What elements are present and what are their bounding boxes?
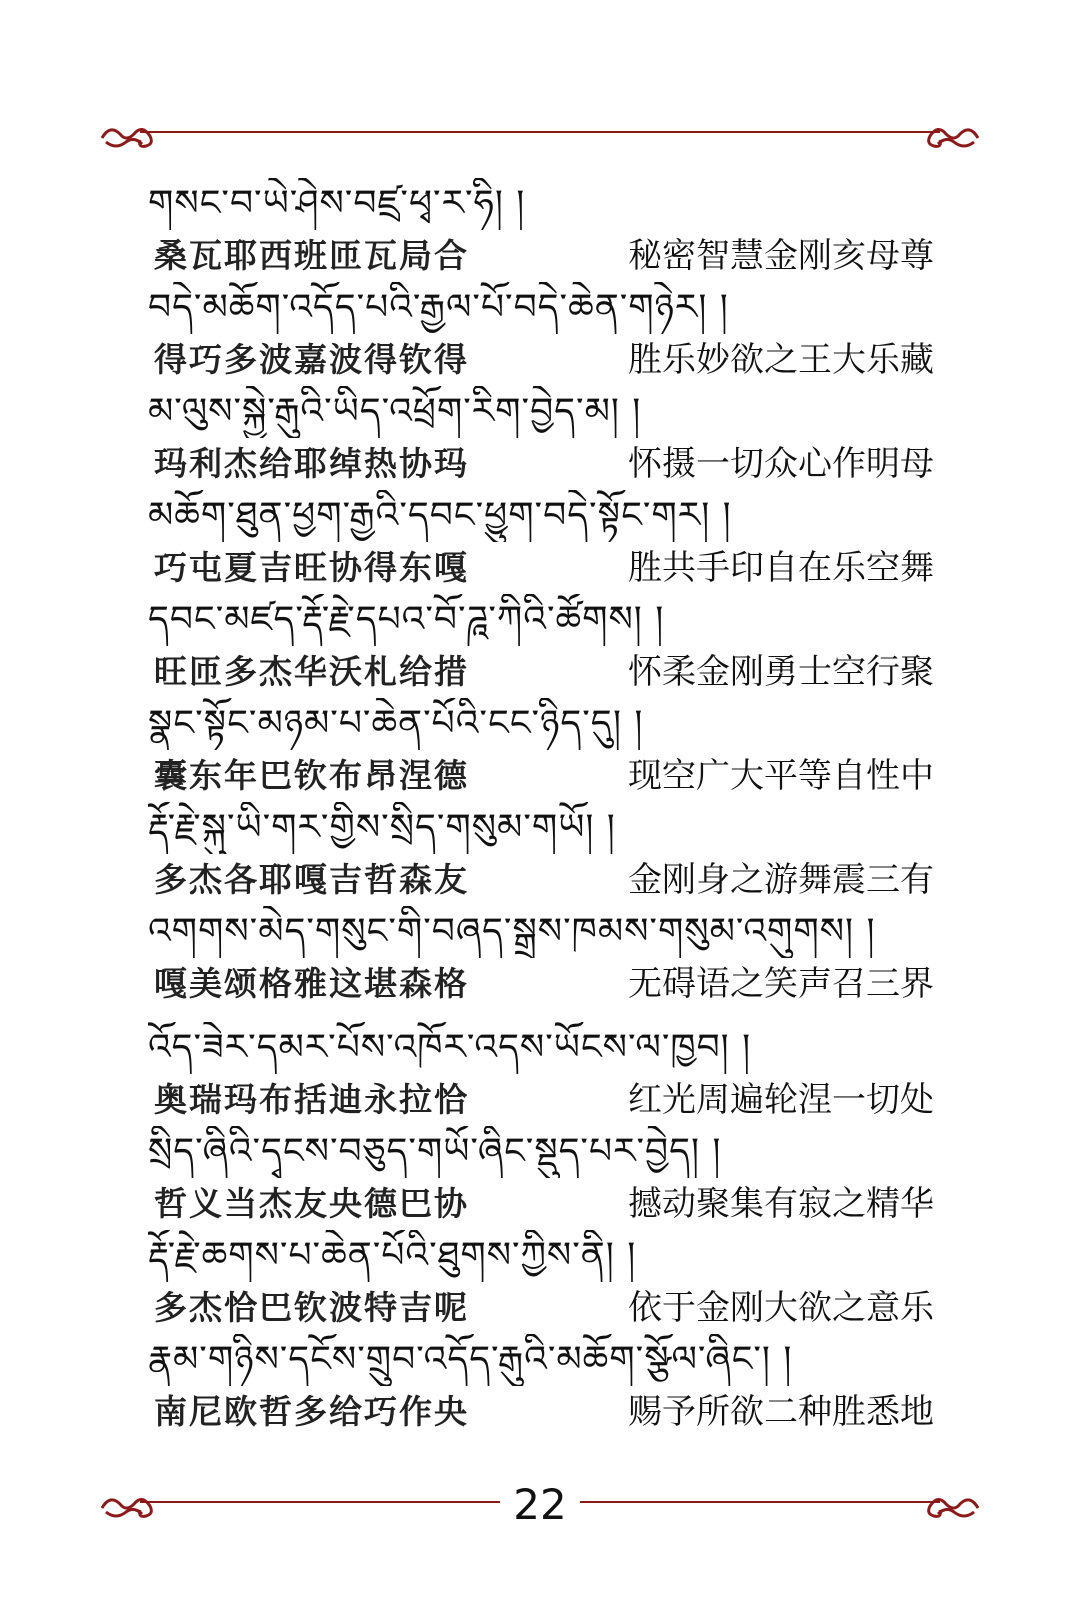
- verse-stanza: [148, 1022, 938, 1126]
- verse-stanza: [148, 594, 938, 698]
- verse-row: [148, 334, 938, 386]
- verse-stanza: [148, 1126, 938, 1230]
- translation-line: 金刚身之游舞震三有: [628, 860, 934, 900]
- verse-stanza: [148, 386, 938, 490]
- transliteration-line: 南尼欧哲多给巧作央: [154, 1392, 469, 1431]
- tibetan-line: སྣང་སྟོང་མཉམ་པ་ཆེན་པོའི་ངང་ཉིད་དུ། །: [148, 703, 644, 744]
- verse-row: [148, 1178, 938, 1230]
- verse-stanza: [148, 698, 938, 802]
- translation-line: 胜乐妙欲之王大乐藏: [628, 340, 934, 380]
- tibetan-line: འོད་ཟེར་དམར་པོས་འཁོར་འདས་ཡོངས་ལ་ཁྱབ། །: [148, 1027, 752, 1068]
- tibetan-line: སྲིད་ཞིའི་དྭངས་བཅུད་གཡོ་ཞིང་སྡུད་པར་བྱེད། །: [148, 1131, 722, 1172]
- verse-stanza: [148, 490, 938, 594]
- transliteration-line: 得巧多波嘉波得钦得: [154, 340, 469, 379]
- verse-row: [148, 230, 938, 282]
- transliteration-line: 囊东年巴钦布昂涅德: [154, 756, 469, 795]
- tibetan-line: རྣམ་གཉིས་དངོས་གྲུབ་འདོད་རྒུའི་མཆོག་སྩོལ་ཞིང་། །: [148, 1339, 793, 1380]
- verse-row: [148, 1282, 938, 1334]
- transliteration-line: 桑瓦耶西班匝瓦局合: [154, 236, 469, 275]
- tibetan-line: གསང་བ་ཡེ་ཤེས་བཛྲ་ཕྭ་ར་ཧི། །: [148, 183, 526, 224]
- verse-row: [148, 854, 938, 906]
- translation-line: 胜共手印自在乐空舞: [628, 548, 934, 588]
- verse-stanza: [148, 802, 938, 906]
- transliteration-line: 哲义当杰友央德巴协: [154, 1184, 469, 1223]
- transliteration-line: 多杰各耶嘎吉哲森友: [154, 860, 469, 899]
- verse-stanza: [148, 178, 938, 282]
- translation-line: 依于金刚大欲之意乐: [628, 1288, 934, 1328]
- translation-line: 现空广大平等自性中: [628, 756, 934, 796]
- verse-row: [148, 646, 938, 698]
- verse-stanza: [148, 1334, 938, 1438]
- transliteration-line: 奥瑞玛布括迪永拉恰: [154, 1080, 469, 1119]
- verse-row: [148, 958, 938, 1010]
- translation-line: 秘密智慧金刚亥母尊: [628, 236, 934, 276]
- translation-line: 红光周遍轮涅一切处: [628, 1080, 934, 1120]
- tibetan-line: བདེ་མཆོག་འདོད་པའི་རྒྱལ་པོ་བདེ་ཆེན་གཉེར། །: [148, 287, 729, 328]
- verse-stanza: [148, 906, 938, 1010]
- transliteration-line: 多杰恰巴钦波特吉呢: [154, 1288, 469, 1327]
- verse-row: [148, 1386, 938, 1438]
- tibetan-line: མཆོག་ཐུན་ཕྱག་རྒྱའི་དབང་ཕྱུག་བདེ་སྟོང་གར། །: [148, 495, 732, 536]
- verse-row: [148, 438, 938, 490]
- tibetan-line: རྡོ་རྗེ་ཆགས་པ་ཆེན་པོའི་ཐུགས་ཀྱིས་ནི། །: [148, 1235, 637, 1276]
- transliteration-line: 旺匝多杰华沃札给措: [154, 652, 469, 691]
- translation-line: 赐予所欲二种胜悉地: [628, 1392, 934, 1432]
- ornamental-rule-graphic: [100, 118, 980, 158]
- verse-row: [148, 750, 938, 802]
- verse-stanza: [148, 282, 938, 386]
- transliteration-line: 玛利杰给耶绰热协玛: [154, 444, 469, 483]
- verse-stanza: [148, 1230, 938, 1334]
- translation-line: 撼动聚集有寂之精华: [628, 1184, 934, 1224]
- translation-line: 无碍语之笑声召三界: [628, 964, 934, 1004]
- transliteration-line: 巧屯夏吉旺协得东嘎: [154, 548, 469, 587]
- verse-list: [148, 178, 938, 1438]
- top-ornamental-rule: [100, 118, 980, 158]
- tibetan-line: དབང་མཛད་རྡོ་རྗེ་དཔའ་བོ་ཌཱ་ཀིའི་ཚོགས། །: [148, 599, 665, 640]
- translation-line: 怀柔金刚勇士空行聚: [628, 652, 934, 692]
- tibetan-line: མ་ལུས་སྐྱེ་རྒུའི་ཡིད་འཕྲོག་རིག་བྱེད་མ། །: [148, 391, 642, 432]
- page-number: 22: [500, 1480, 580, 1530]
- verse-row: [148, 1074, 938, 1126]
- translation-line: 怀摄一切众心作明母: [628, 444, 934, 484]
- tibetan-line: འགགས་མེད་གསུང་གི་བཞད་སྒྲས་ཁམས་གསུམ་འགུགས། །: [148, 911, 876, 952]
- tibetan-line: རྡོ་རྗེ་སྐུ་ཡི་གར་གྱིས་སྲིད་གསུམ་གཡོ། །: [148, 807, 616, 848]
- verse-row: [148, 542, 938, 594]
- transliteration-line: 嘎美颂格雅这堪森格: [154, 964, 469, 1003]
